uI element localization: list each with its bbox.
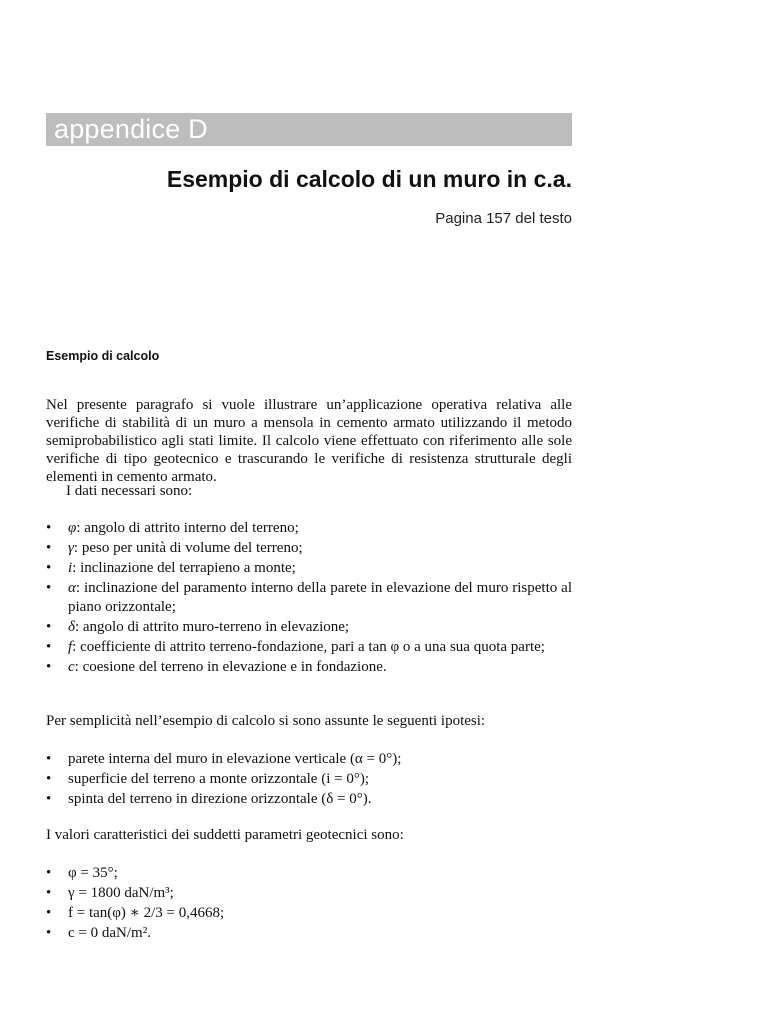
bullet: • — [46, 638, 52, 655]
symbol: c — [68, 658, 75, 675]
appendix-label: appendice D — [54, 114, 208, 144]
hypotheses-list — [46, 750, 572, 810]
intro-paragraph: Nel presente paragrafo si vuole illustrare un’applicazione operativa relativa alle verifiche di stabilità di un muro a mensola in cemento armato utilizzando il metodo semiprobabilistico agli stati limite. Il calcolo viene effettuato con riferimento alle sole verifiche di tipo geotecnico e trascurando le verifiche di resistenza strutturale degli elementi in cemento armato. — [46, 397, 572, 485]
symbol: γ — [68, 540, 74, 556]
symbol: i — [68, 560, 73, 576]
bullet: • — [46, 925, 52, 941]
section-heading: Esempio di calcolo — [46, 349, 160, 363]
item-text: φ = 35°; — [68, 865, 118, 881]
symbol: f — [68, 638, 73, 655]
list-item — [46, 658, 572, 677]
list-item — [46, 618, 572, 637]
page-reference: Pagina 157 del testo — [435, 210, 572, 227]
item-text: c = 0 daN/m². — [68, 925, 151, 941]
bullet: • — [46, 791, 52, 807]
item-text: : inclinazione del paramento interno della parete in elevazione del muro rispetto al piano orizzontale; — [68, 580, 572, 615]
item-text: γ = 1800 daN/m³; — [68, 885, 174, 901]
bullet: • — [46, 865, 52, 881]
list-item — [46, 519, 572, 538]
list-item — [46, 638, 572, 657]
symbol: δ — [68, 618, 75, 635]
item-text: : angolo di attrito interno del terreno; — [76, 520, 299, 536]
item-text: spinta del terreno in direzione orizzontale (δ = 0°). — [68, 791, 372, 807]
bullet: • — [46, 560, 52, 576]
list-item — [46, 750, 572, 769]
values-intro: I valori caratteristici dei suddetti parametri geotecnici sono: — [46, 827, 404, 843]
bullet: • — [46, 885, 52, 901]
list-item — [46, 864, 572, 883]
list-item — [46, 924, 572, 943]
bullet: • — [46, 520, 52, 536]
item-text: : peso per unità di volume del terreno; — [73, 540, 303, 556]
list-item — [46, 770, 572, 789]
item-text: parete interna del muro in elevazione verticale (α = 0°); — [68, 751, 402, 767]
item-text: : coesione del terreno in elevazione e in fondazione. — [74, 658, 387, 675]
list-item — [46, 790, 572, 809]
hypotheses-intro: Per semplicità nell’esempio di calcolo si sono assunte le seguenti ipotesi: — [46, 713, 486, 729]
item-text: superficie del terreno a monte orizzontale (i = 0°); — [68, 771, 369, 787]
item-text: : angolo di attrito muro-terreno in elevazione; — [74, 618, 350, 635]
bullet: • — [46, 751, 52, 767]
bullet: • — [46, 658, 52, 675]
list-item — [46, 579, 572, 616]
list-item — [46, 559, 572, 578]
list-item — [46, 539, 572, 558]
parameters-list — [46, 519, 572, 678]
item-text: : inclinazione del terrapieno a monte; — [72, 560, 296, 576]
list-item — [46, 904, 572, 923]
bullet: • — [46, 618, 52, 635]
item-text: f = tan(φ) ∗ 2/3 = 0,4668; — [68, 905, 225, 921]
data-intro: I dati necessari sono: — [66, 483, 193, 499]
symbol: φ — [68, 520, 77, 536]
bullet: • — [46, 580, 52, 596]
list-item — [46, 884, 572, 903]
values-list — [46, 864, 572, 944]
bullet: • — [46, 905, 52, 921]
bullet: • — [46, 771, 52, 787]
appendix-banner — [46, 113, 572, 146]
chapter-title: Esempio di calcolo di un muro in c.a. — [166, 166, 572, 192]
symbol: α — [68, 580, 76, 596]
item-text: : coefficiente di attrito terreno-fondazione, pari a tan φ o a una sua quota parte; — [72, 638, 545, 655]
bullet: • — [46, 540, 52, 556]
